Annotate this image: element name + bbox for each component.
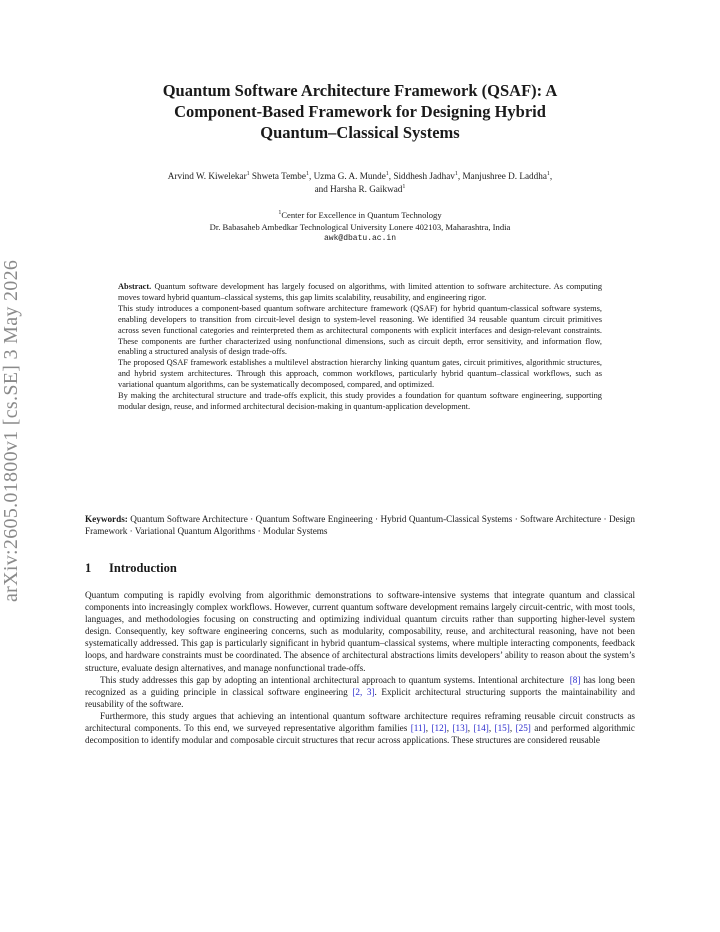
author-separator: ,	[549, 171, 553, 181]
author-name: Uzma G. A. Munde	[313, 171, 386, 181]
title-line-1: Quantum Software Architecture Framework (QSAF): A	[162, 81, 558, 100]
affiliation-mark: 1	[454, 171, 458, 177]
abstract-block	[118, 282, 602, 413]
title-line-3: Quantum–Classical Systems	[260, 123, 460, 142]
author-separator: ,	[308, 171, 312, 181]
keywords-label: Keywords:	[85, 514, 128, 524]
introduction-body	[85, 589, 635, 746]
body-text: and performed algorithmic decomposition to identify modular and composable circuit structures that recur across applications. These structures are considered reusable	[85, 723, 636, 746]
body-paragraph-3: Furthermore, this study argues that achieving an intentional quantum software architecture requires reframing reusable circuit constructs as architectural components. To this end, we surveyed representative algorithm families [11], [12], [13], [14], [15], [25] and performed algorithmic decomposition to identify modular and composable circuit structures that recur across applications. These structures are considered reusable	[85, 710, 636, 746]
author-line-2	[80, 183, 640, 196]
abstract-paragraph-2: This study introduces a component-based quantum software architecture framework (QSAF) for hybrid quantum-classical software systems, enabling developers to transition from circuit-level design to system-level reasoning. We identified 34 reusable quantum circuit primitives across seven functional categories and reinterpreted them as architectural components with explicit interfaces and design-relevant constraints. These components are further characterized using nonfunctional dimensions, such as circuit depth, error sensitivity, and information flow, enabling a structured analysis of design trade-offs.	[118, 303, 602, 357]
author-name: Arvind W. Kiwelekar	[167, 171, 247, 181]
contact-email[interactable]: awk@dbatu.ac.in	[323, 234, 396, 243]
body-paragraph-2	[85, 674, 635, 710]
affiliation-line-2: Dr. Babasaheb Ambedkar Technological University Lonere 402103, Maharashtra, India	[209, 222, 511, 232]
abstract-paragraph-4: By making the architectural structure and trade-offs explicit, this study provides a foundation for quantum software engineering, supporting modular design, reuse, and informed architectural decision-making in quantum-application development.	[118, 391, 602, 411]
author-list	[80, 170, 640, 195]
citation-link[interactable]: [14]	[473, 723, 489, 734]
affiliation-mark: 1	[305, 171, 309, 177]
affiliation-mark: 1	[246, 171, 250, 177]
author-conjunction: and	[314, 183, 328, 194]
citation-link[interactable]: [25]	[515, 723, 531, 734]
affiliation-mark: 1	[402, 183, 406, 190]
author-name: Manjushree D. Laddha	[462, 171, 547, 181]
abstract-text: Quantum software development has largely focused on algorithms, with limited attention to software architecture. As computing moves toward hybrid quantum–classical systems, this gap limits scalability, reusability, and engineering rigor.	[118, 282, 603, 302]
author-name: Harsha R. Gaikwad	[330, 183, 403, 194]
abstract-paragraph-1	[118, 282, 602, 304]
keywords-block	[85, 513, 635, 538]
citation-link[interactable]: [15]	[494, 723, 510, 734]
section-number: 1	[85, 561, 92, 575]
title-line-2: Component-Based Framework for Designing Hybrid	[174, 102, 546, 121]
citation-link[interactable]: [8]	[569, 674, 581, 685]
citation-link[interactable]: [11]	[410, 723, 426, 734]
author-separator: ,	[457, 171, 461, 181]
author-line-1	[80, 170, 640, 183]
body-paragraph-1: Quantum computing is rapidly evolving from algorithmic demonstrations to software-intensive systems that integrate quantum and classical components into increasingly complex workflows. However, current quantum software development remains largely circuit-centric, with most tools, languages, and methodologies focusing on constructing and optimizing individual quantum circuits rather than supporting higher-level system design. Consequently, key software engineering concerns, such as modularity, composability, reuse, and architectural reasoning, have not been systematically addressed. This gap is particularly significant in hybrid quantum–classical systems, where multiple interacting components, feedback loops, and hardware constraints must be coordinated. The absence of architectural abstractions limits developers’ ability to reason about the system’s structure, evaluate design alternatives, and manage nonfunctional trade-offs.	[85, 590, 635, 673]
affiliation-line-1	[80, 209, 640, 221]
affiliation-mark: 1	[546, 171, 550, 177]
section-title: Introduction	[109, 561, 177, 575]
affiliation-mark: 1	[385, 171, 389, 177]
paper-title	[100, 80, 620, 143]
section-heading	[85, 561, 177, 576]
abstract-paragraph-3: The proposed QSAF framework establishes a multilevel abstraction hierarchy linking quantum gates, circuit primitives, algorithmic structures, and hybrid system architectures. Through this approach, common workflows, particularly hybrid quantum–classical workflows, such as variational quantum algorithms, can be systematically decomposed, compared, and optimized.	[118, 358, 602, 390]
citation-link[interactable]: [12]	[431, 723, 447, 734]
citation-link[interactable]: [13]	[452, 723, 468, 734]
body-text: . Explicit architectural structuring supports the maintainability and reusability of the software.	[85, 686, 635, 709]
affiliation-mark: 1	[278, 210, 282, 216]
body-text: This study addresses this gap by adopting an intentional architectural approach to quantum systems. Intentional architecture	[100, 674, 564, 685]
author-name: Siddhesh Jadhav	[393, 171, 455, 181]
body-text: has long been recognized as a guiding principle in classical software engineering	[85, 674, 635, 697]
citation-link[interactable]: [2, 3]	[352, 686, 375, 697]
keywords-text: Quantum Software Architecture · Quantum Software Engineering · Hybrid Quantum-Classical Systems · Software Architecture · Design Framework · Variational Quantum Algorithms · Modular Systems	[85, 514, 635, 537]
author-separator: ,	[388, 171, 392, 181]
abstract-label: Abstract.	[118, 282, 152, 291]
arxiv-stamp: arXiv:2605.01800v1 [cs.SE] 3 May 2026	[0, 259, 22, 602]
body-text: Furthermore, this study argues that achieving an intentional quantum software architecture requires reframing reusable circuit constructs as architectural components. To this end, we surveyed representative algorithm families	[85, 710, 635, 734]
affiliation-institution: Center for Excellence in Quantum Technology	[281, 210, 442, 220]
author-name: Shweta Tembe	[251, 171, 306, 181]
affiliation-block	[80, 209, 640, 245]
